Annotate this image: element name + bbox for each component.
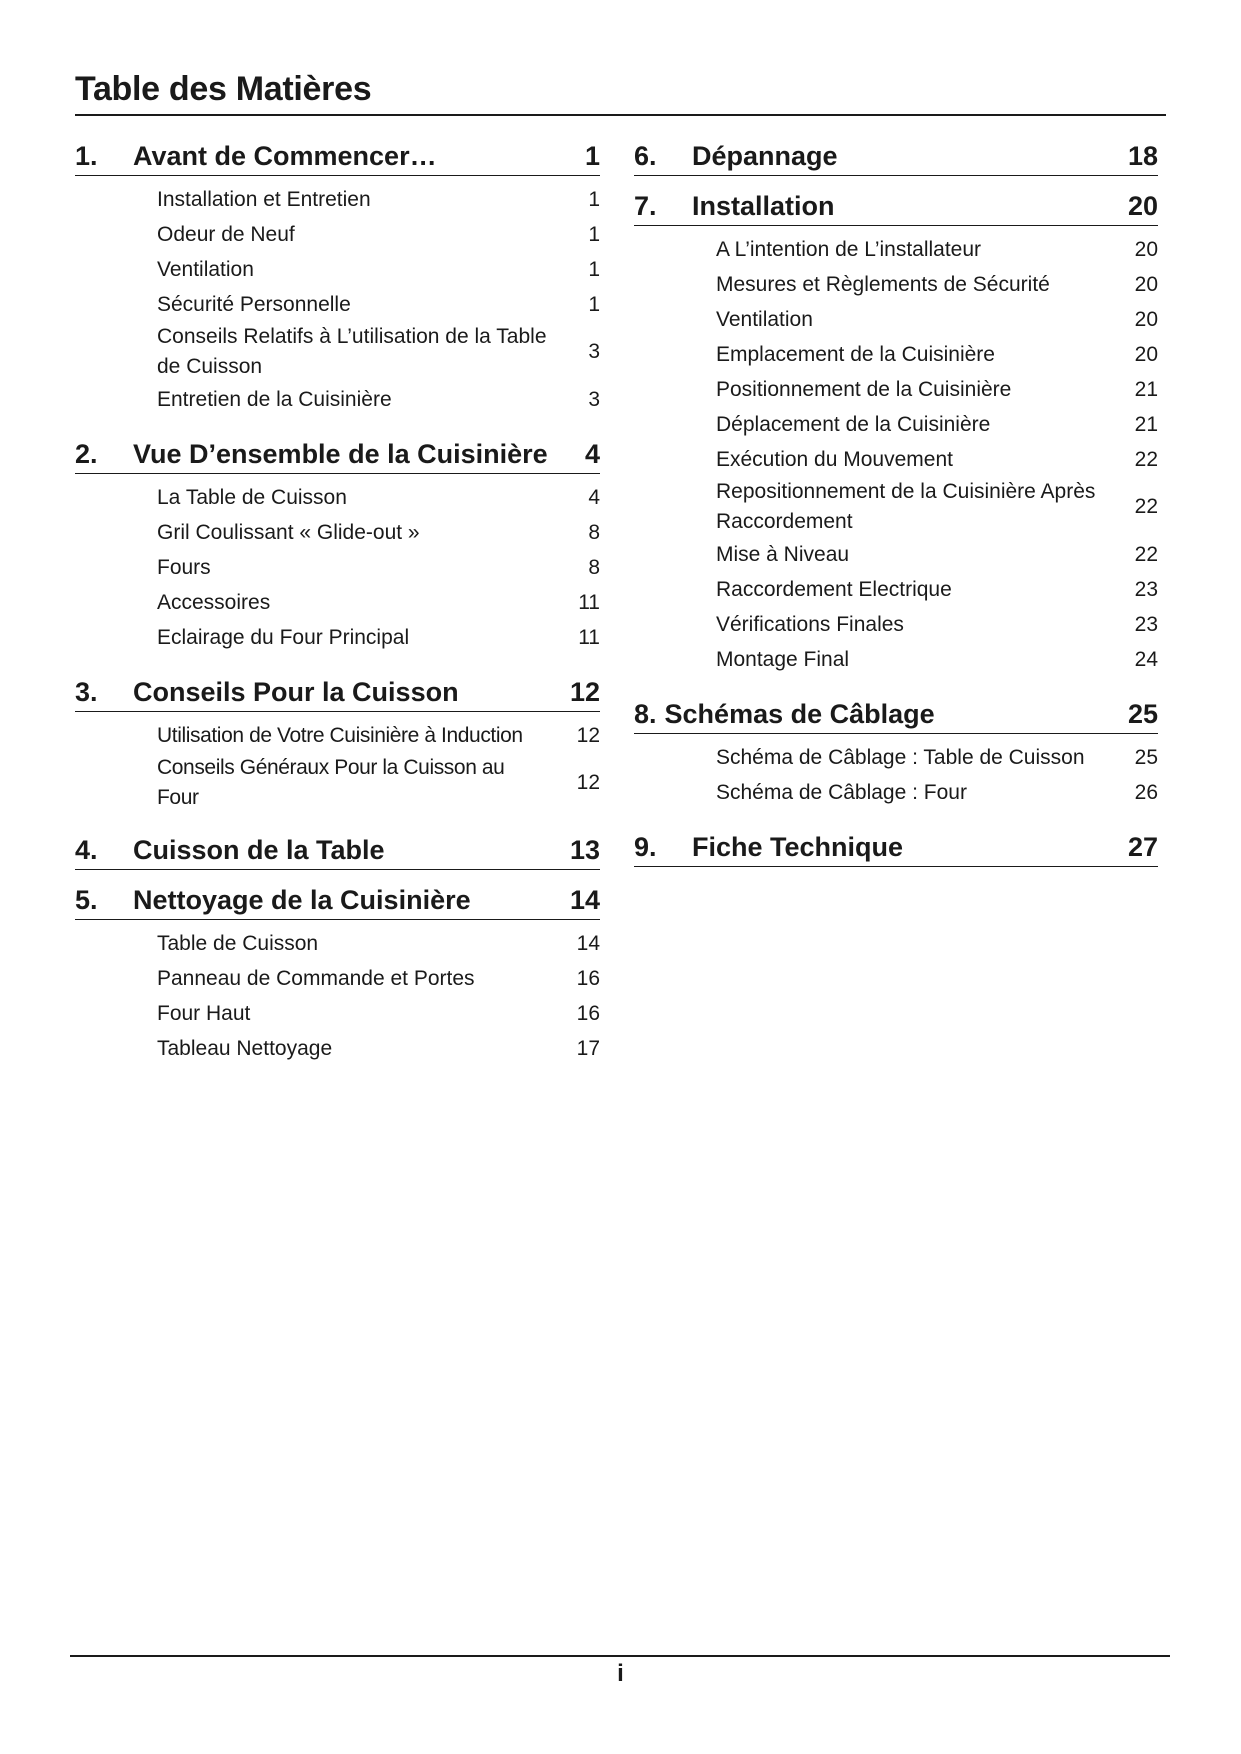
toc-section [75, 672, 600, 820]
toc-entry[interactable] [157, 252, 600, 287]
toc-entry[interactable] [157, 718, 600, 753]
entry-title: Installation et Entretien [157, 187, 371, 211]
toc-entry[interactable] [157, 287, 600, 322]
entry-page-number: 26 [1134, 780, 1158, 804]
toc-entry[interactable] [157, 996, 600, 1031]
entry-list [75, 474, 600, 662]
entry-title: Entretien de la Cuisinière [157, 387, 392, 411]
section-number: 6. [634, 141, 657, 171]
section-title: Dépannage [692, 141, 838, 171]
entry-page-number: 12 [576, 723, 600, 747]
entry-title: Vérifications Finales [716, 612, 904, 636]
entry-page-number: 22 [1134, 495, 1158, 518]
toc-entry[interactable] [157, 217, 600, 252]
footer-divider [70, 1655, 1170, 1657]
entry-list [634, 226, 1158, 684]
entry-title: Accessoires [157, 590, 271, 614]
toc-left-column [75, 136, 600, 1073]
toc-entry[interactable] [157, 480, 600, 515]
section-heading[interactable] [634, 136, 1158, 176]
entry-page-number: 1 [588, 222, 600, 246]
toc-entry[interactable] [157, 620, 600, 655]
entry-page-number: 3 [588, 340, 600, 363]
section-heading[interactable] [75, 830, 600, 870]
entry-title: Raccordement Electrique [716, 577, 952, 601]
entry-title: Positionnement de la Cuisinière [716, 377, 1012, 401]
toc-right-column [634, 136, 1158, 867]
toc-entry[interactable] [716, 572, 1158, 607]
entry-title: Gril Coulissant « Glide-out » [157, 520, 420, 544]
section-number: 1. [75, 141, 98, 171]
entry-page-number: 21 [1134, 377, 1158, 401]
entry-title: Mise à Niveau [716, 542, 850, 566]
section-title: Cuisson de la Table [133, 835, 385, 865]
section-number: 9. [634, 832, 657, 862]
entry-title: Odeur de Neuf [157, 222, 295, 246]
toc-entry[interactable] [157, 322, 600, 382]
toc-entry[interactable] [716, 407, 1158, 442]
entry-title: Ventilation [157, 257, 254, 281]
section-number: 4. [75, 835, 98, 865]
entry-title: Schéma de Câblage : Table de Cuisson [716, 745, 1085, 769]
entry-title: La Table de Cuisson [157, 485, 347, 509]
page-number: i [617, 1660, 624, 1687]
entry-page-number: 1 [588, 257, 600, 281]
toc-entry[interactable] [157, 515, 600, 550]
entry-page-number: 23 [1134, 577, 1158, 601]
section-heading[interactable] [75, 880, 600, 920]
entry-page-number: 8 [588, 555, 600, 579]
section-page-number: 25 [1127, 699, 1158, 729]
entry-title: Utilisation de Votre Cuisinière à Induction [157, 723, 523, 747]
toc-entry[interactable] [716, 477, 1158, 537]
entry-page-number: 20 [1134, 307, 1158, 331]
section-heading[interactable] [634, 186, 1158, 226]
entry-title: Mesures et Règlements de Sécurité [716, 272, 1050, 296]
toc-entry[interactable] [716, 302, 1158, 337]
toc-entry[interactable] [716, 267, 1158, 302]
toc-entry[interactable] [716, 372, 1158, 407]
toc-section [634, 186, 1158, 684]
toc-entry[interactable] [157, 961, 600, 996]
entry-page-number: 20 [1134, 237, 1158, 261]
entry-title: Tableau Nettoyage [157, 1036, 333, 1060]
section-heading[interactable] [75, 672, 600, 712]
entry-list [75, 920, 600, 1073]
section-heading[interactable] [634, 694, 1158, 734]
section-title: Nettoyage de la Cuisinière [133, 885, 471, 915]
entry-title: Eclairage du Four Principal [157, 625, 410, 649]
section-number: 2. [75, 439, 98, 469]
toc-section [75, 434, 600, 662]
page-title: Table des Matières [75, 70, 372, 108]
section-page-number: 18 [1127, 141, 1158, 171]
toc-entry[interactable] [157, 382, 600, 417]
section-title: Installation [692, 191, 835, 221]
entry-page-number: 22 [1134, 542, 1158, 566]
section-page-number: 14 [569, 885, 600, 915]
entry-page-number: 3 [588, 387, 600, 411]
entry-page-number: 21 [1134, 412, 1158, 436]
entry-title: A L’intention de L’installateur [716, 237, 982, 261]
entry-title: Emplacement de la Cuisinière [716, 342, 995, 366]
section-page-number: 1 [584, 141, 600, 171]
toc-entry[interactable] [157, 585, 600, 620]
toc-section [634, 136, 1158, 176]
entry-page-number: 11 [578, 625, 600, 649]
entry-title: Exécution du Mouvement [716, 447, 953, 471]
entry-title: Panneau de Commande et Portes [157, 966, 475, 990]
entry-title: Ventilation [716, 307, 813, 331]
entry-page-number: 17 [576, 1036, 600, 1060]
toc-section [634, 827, 1158, 867]
entry-page-number: 14 [576, 931, 600, 955]
entry-title: Conseils Généraux Pour la Cuisson au Four [157, 756, 505, 809]
entry-page-number: 11 [578, 590, 600, 614]
section-title: Vue D’ensemble de la Cuisinière [133, 439, 548, 469]
entry-page-number: 16 [576, 1001, 600, 1025]
entry-page-number: 1 [588, 187, 600, 211]
toc-entry[interactable] [157, 550, 600, 585]
entry-title: Montage Final [716, 647, 850, 671]
toc-section [75, 880, 600, 1073]
section-heading[interactable] [75, 434, 600, 474]
entry-title: Table de Cuisson [157, 931, 319, 955]
section-page-number: 20 [1127, 191, 1158, 221]
entry-page-number: 1 [588, 292, 600, 316]
section-page-number: 27 [1127, 832, 1158, 862]
entry-title: Schéma de Câblage : Four [716, 780, 967, 804]
toc-entry[interactable] [157, 753, 600, 813]
entry-title: Repositionnement de la Cuisinière Après Raccordement [716, 480, 1096, 533]
toc-entry[interactable] [716, 775, 1158, 810]
toc-section [634, 694, 1158, 817]
entry-page-number: 23 [1134, 612, 1158, 636]
section-page-number: 12 [569, 677, 600, 707]
toc-entry[interactable] [716, 607, 1158, 642]
toc-entry[interactable] [716, 740, 1158, 775]
section-number: 3. [75, 677, 98, 707]
section-number: 5. [75, 885, 98, 915]
section-number: 7. [634, 191, 657, 221]
entry-page-number: 12 [576, 771, 600, 794]
toc-section [75, 830, 600, 870]
section-heading[interactable] [634, 827, 1158, 867]
entry-title: Four Haut [157, 1001, 251, 1025]
toc-entry[interactable] [157, 1031, 600, 1066]
entry-page-number: 20 [1134, 342, 1158, 366]
toc-entry[interactable] [157, 182, 600, 217]
entry-page-number: 25 [1134, 745, 1158, 769]
entry-title: Conseils Relatifs à L’utilisation de la Table de Cuisson [157, 325, 547, 378]
toc-entry[interactable] [716, 337, 1158, 372]
entry-title: Fours [157, 555, 211, 579]
section-title: Avant de Commencer… [133, 141, 437, 171]
toc-entry[interactable] [716, 537, 1158, 572]
section-heading[interactable] [75, 136, 600, 176]
entry-page-number: 20 [1134, 272, 1158, 296]
entry-list [634, 734, 1158, 817]
section-number: 8. [634, 699, 657, 729]
toc-entry[interactable] [716, 442, 1158, 477]
entry-page-number: 22 [1134, 447, 1158, 471]
section-title: Fiche Technique [692, 832, 904, 862]
section-page-number: 13 [569, 835, 600, 865]
section-title: Conseils Pour la Cuisson [133, 677, 459, 707]
entry-title: Déplacement de la Cuisinière [716, 412, 991, 436]
entry-title: Sécurité Personnelle [157, 292, 351, 316]
section-title: Schémas de Câblage [664, 699, 935, 729]
toc-section [75, 136, 600, 424]
entry-page-number: 8 [588, 520, 600, 544]
toc-entry[interactable] [716, 642, 1158, 677]
toc-entry[interactable] [157, 926, 600, 961]
section-page-number: 4 [584, 439, 600, 469]
entry-list [75, 176, 600, 424]
entry-page-number: 16 [576, 966, 600, 990]
title-divider [75, 114, 1166, 116]
entry-page-number: 24 [1134, 647, 1158, 671]
entry-list [75, 712, 600, 820]
entry-page-number: 4 [588, 485, 600, 509]
toc-entry[interactable] [716, 232, 1158, 267]
